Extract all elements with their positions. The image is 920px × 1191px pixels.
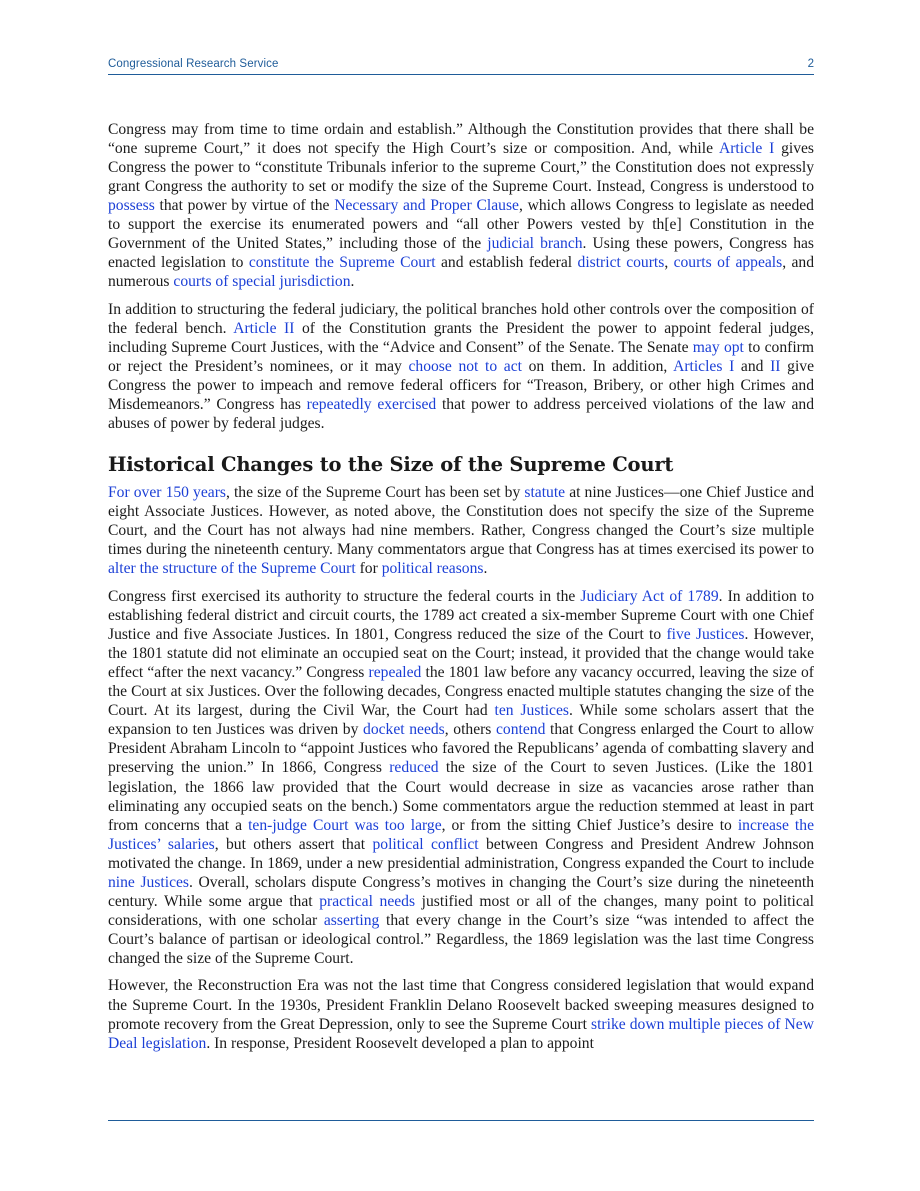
hyperlink[interactable]: courts of appeals [673,254,783,272]
hyperlink[interactable]: Articles I [673,358,735,376]
hyperlink[interactable]: Necessary and Proper Clause [334,197,519,215]
text-run: that every change in the Court’s size “was intended to affect the Court’s balance of partisan or ideological control.” Regardless, the 1869 legislation was the last time Congress changed the size of the Supreme Court. [108,911,814,967]
document-body [108,120,814,1061]
hyperlink[interactable]: constitute the Supreme Court [248,254,436,272]
paragraph [108,300,814,433]
hyperlink[interactable]: asserting [323,911,380,929]
hyperlink[interactable]: contend [496,721,546,739]
hyperlink[interactable]: II [770,358,781,376]
text-run: . [483,560,488,578]
text-run: on them. In addition, [521,358,674,376]
text-run: , the size of the Supreme Court has been set by [225,484,525,502]
hyperlink[interactable]: courts of special jurisdiction [173,273,351,291]
hyperlink[interactable]: alter the structure of the Supreme Court [108,560,356,578]
hyperlink[interactable]: possess [108,197,155,215]
page-number: 2 [807,58,814,70]
text-run: However, the Reconstruction Era was not the last time that Congress considered legislation that would expand the Supreme Court. In the 1930s, President Franklin Delano Roosevelt backed sweeping measures designed to promote recovery from the Great Depression, only to see the Supreme Court [108,977,814,1033]
hyperlink[interactable]: practical needs [319,892,416,910]
text-run: , which allows Congress to legislate as needed to support the exercise its enumerated powers and “all other Powers vested by th[e] Constitution in the Government of the United States,” including those of the [108,197,814,253]
text-run: that power by virtue of the [154,197,335,215]
hyperlink[interactable]: political reasons [381,560,484,578]
text-run: the 1801 law before any vacancy occurred, leaving the size of the Court at six Justices. Over the following decades, Congress enacted multiple statutes changing the size of the Court. At its largest, during the Civil War, the Court had [108,664,814,720]
text-run: , others [444,721,497,739]
hyperlink[interactable]: Article I [718,140,775,158]
text-run: . In addition to establishing federal district and circuit courts, the 1789 act created a six-member Supreme Court with one Chief Justice and five Associate Justices. In 1801, Congress reduced the size of the Court to [108,588,814,644]
text-run: for [355,560,382,578]
hyperlink[interactable]: For over 150 years [108,484,226,502]
text-run: . [350,273,355,291]
hyperlink[interactable]: docket needs [363,721,445,739]
running-header [108,56,814,75]
hyperlink[interactable]: Judiciary Act of 1789 [580,588,719,606]
hyperlink[interactable]: repeatedly exercised [306,396,437,414]
text-run: In addition to structuring the federal judiciary, the political branches hold other controls over the composition of the federal bench. [108,300,814,337]
paragraph [108,483,814,578]
text-run: , but others assert that [214,835,373,853]
text-run: . In response, President Roosevelt developed a plan to appoint [206,1034,594,1052]
hyperlink[interactable]: judicial branch [487,235,583,253]
hyperlink[interactable]: nine Justices [108,873,189,891]
hyperlink[interactable]: Article II [233,319,295,337]
text-run: and [734,358,771,376]
hyperlink[interactable]: strike down multiple pieces of New Deal legislation [108,1015,814,1052]
text-run: , [664,254,674,272]
text-run: of the Constitution grants the President the power to appoint federal judges, including Supreme Court Justices, with the “Advice and Consent” of the Senate. The Senate [108,319,814,357]
text-run: justified most or all of the changes, many point to political considerations, with one scholar [108,892,815,929]
text-run: between Congress and President Andrew Johnson motivated the change. In 1869, under a new presidential administration, Congress expanded the Court to include [108,835,814,872]
paragraph [108,120,814,291]
paragraph [108,587,814,968]
text-run: . While some scholars assert that the expansion to ten Justices was driven by [108,702,814,739]
hyperlink[interactable]: five Justices [666,626,745,644]
hyperlink[interactable]: district courts [577,254,665,272]
section-heading: Historical Changes to the Size of the Supreme Court [108,453,674,477]
text-run: , or from the sitting Chief Justice’s desire to [441,816,738,834]
text-run: to confirm or reject the President’s nominees, or it may [108,339,814,376]
hyperlink[interactable]: may opt [692,339,744,357]
hyperlink[interactable]: reduced [389,759,439,777]
paragraph [108,976,814,1052]
hyperlink[interactable]: repealed [368,664,422,682]
text-run: Congress first exercised its authority to structure the federal courts in the [108,588,581,606]
header-title: Congressional Research Service [108,58,279,70]
text-run: the size of the Court to seven Justices. (Like the 1801 legislation, the 1866 law provided that the Court would decrease in size as vacancies arose rather than eliminating any occupied seats on the bench.) Some commentators argue the reduction stemmed at least in part from concerns that a [108,759,814,834]
text-run: give Congress the power to impeach and remove federal officers for “Treason, Bribery, or other high Crimes and Misdemeanors.” Congress has [108,358,814,414]
hyperlink[interactable]: ten Justices [494,702,569,720]
text-run: , and numerous [108,254,815,291]
text-run: . Overall, scholars dispute Congress’s motives in changing the Court’s size during the nineteenth century. While some argue that [108,873,814,910]
text-run: at nine Justices—one Chief Justice and eight Associate Justices. However, as noted above, the Constitution does not specify the size of the Supreme Court, and the Court has not always had nine members. Rather, Congress changed the Court’s size multiple times during the nineteenth century. Many commentators argue that Congress has at times exercised its power to [108,484,814,559]
text-run: that power to address perceived violations of the law and abuses of power by federal judges. [108,396,814,433]
text-run: gives Congress the power to “constitute Tribunals inferior to the supreme Court,” the Constitution does not expressly grant Congress the authority to set or modify the size of the Supreme Court. Instead, Congress is understood to [108,140,814,196]
hyperlink[interactable]: political conflict [372,835,479,853]
text-run: and establish federal [435,254,578,272]
text-run: . However, the 1801 statute did not eliminate an occupied seat on the Court; instead, it provided that the change would take effect “after the next vacancy.” Congress [108,626,815,682]
text-run: Congress may from time to time ordain and establish.” Although the Constitution provides that there shall be “one supreme Court,” it does not specify the High Court’s size or composition. And, while [108,121,814,158]
hyperlink[interactable]: increase the Justices’ salaries [108,816,814,853]
text-run: . Using these powers, Congress has enacted legislation to [108,235,814,272]
hyperlink[interactable]: statute [524,484,566,502]
text-run: that Congress enlarged the Court to allow President Abraham Lincoln to “appoint Justices who favored the Republicans’ agenda of combatting slavery and preserving the union.” In 1866, Congress [108,721,814,777]
hyperlink[interactable]: ten-judge Court was too large [248,816,442,834]
footer-rule [108,1120,814,1121]
hyperlink[interactable]: choose not to act [408,358,522,376]
